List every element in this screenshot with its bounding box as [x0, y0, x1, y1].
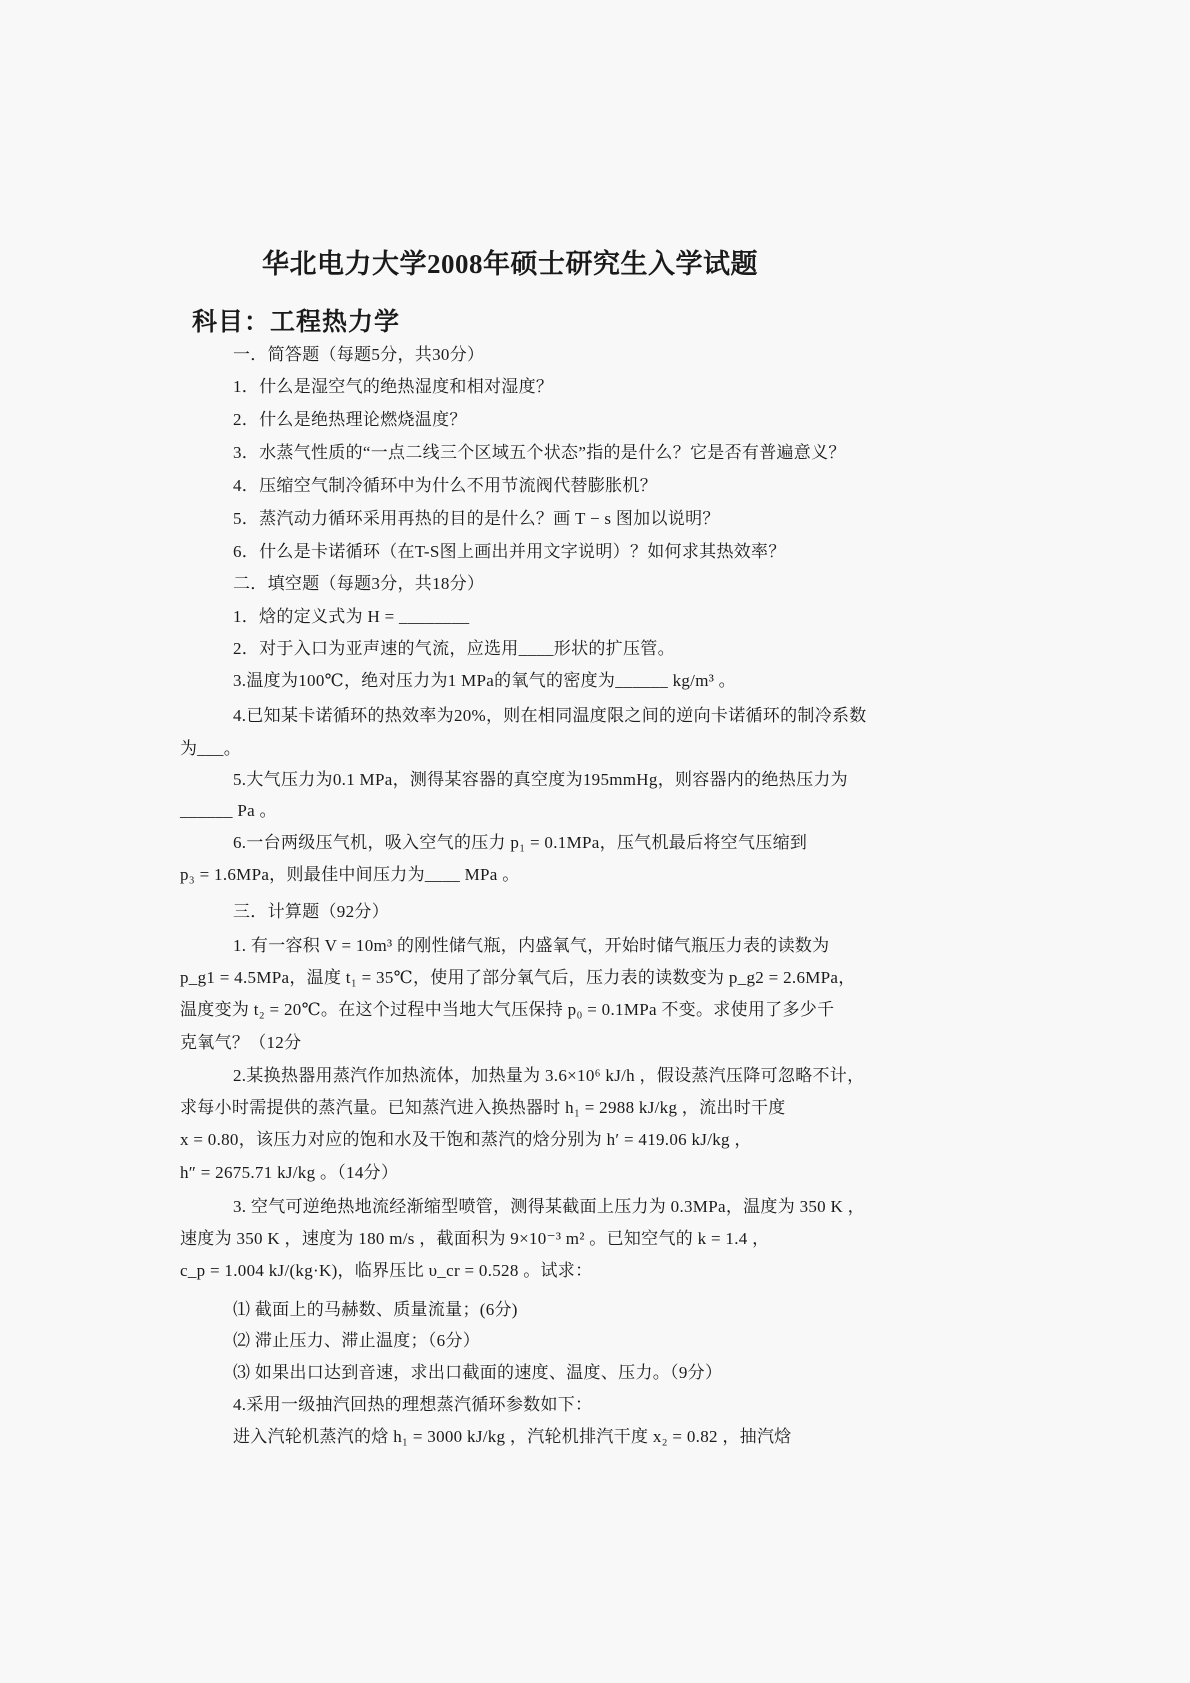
question-line: x = 0.80，该压力对应的饱和水及干饱和蒸汽的焓分别为 h′ = 419.06 kJ/kg ，	[180, 1130, 752, 1149]
question-line: p_g1 = 4.5MPa，温度 t₁ = 35℃，使用了部分氧气后，压力表的读数变为 p_g2 = 2.6MPa，	[180, 968, 856, 987]
question-line: 进入汽轮机蒸汽的焓 h₁ = 3000 kJ/kg ，汽轮机排汽干度 x₂ = 0.82 ，抽汽焓	[233, 1427, 792, 1446]
question-line: 求每小时需提供的蒸汽量。已知蒸汽进入换热器时 h₁ = 2988 kJ/kg ，流出时干度	[180, 1098, 786, 1117]
exam-subject: 科目：工程热力学	[192, 309, 401, 336]
question-line: ⑵ 滞止压力、滞止温度；（6分）	[233, 1331, 481, 1350]
section-3-heading: 三．计算题（92分）	[233, 902, 389, 921]
question-line: 4.采用一级抽汽回热的理想蒸汽循环参数如下：	[233, 1395, 593, 1414]
question-line: 6．什么是卡诺循环（在T-S图上画出并用文字说明）？如何求其热效率？	[233, 542, 786, 561]
question-line: 速度为 350 K ，速度为 180 m/s ，截面积为 9×10⁻³ m² 。已知空气的 k = 1.4 ，	[180, 1229, 770, 1248]
question-line: 3．水蒸气性质的“一点二线三个区域五个状态”指的是什么？它是否有普遍意义？	[233, 443, 846, 462]
question-line: 1．什么是湿空气的绝热湿度和相对湿度？	[233, 377, 554, 396]
question-line: h″ = 2675.71 kJ/kg 。（14分）	[180, 1163, 399, 1182]
question-line: ⑴ 截面上的马赫数、质量流量；(6分)	[233, 1300, 518, 1319]
question-line: 2．对于入口为亚声速的气流，应选用____形状的扩压管。	[233, 639, 675, 658]
question-line: 克氧气？（12分	[180, 1033, 302, 1052]
question-line: 5.大气压力为0.1 MPa，测得某容器的真空度为195mmHg，则容器内的绝热压力为	[233, 770, 848, 789]
question-line: c_p = 1.004 kJ/(kg·K)，临界压比 υ_cr = 0.528 。试求：	[180, 1261, 593, 1280]
section-2-heading: 二．填空题（每题3分，共18分）	[233, 574, 485, 593]
question-line: 3. 空气可逆绝热地流经渐缩型喷管，测得某截面上压力为 0.3MPa，温度为 350 K ，	[233, 1197, 865, 1216]
question-line: 为___。	[180, 739, 241, 758]
question-line: 1．焓的定义式为 H = ________	[233, 607, 470, 626]
question-line: 温度变为 t₂ = 20℃。在这个过程中当地大气压保持 p₀ = 0.1MPa 不变。求使用了多少千	[180, 1000, 835, 1019]
question-line: 1. 有一容积 V = 10m³ 的刚性储气瓶，内盛氧气，开始时储气瓶压力表的读数为	[233, 936, 830, 955]
question-line: 4．压缩空气制冷循环中为什么不用节流阀代替膨胀机？	[233, 476, 657, 495]
question-line: 2．什么是绝热理论燃烧温度？	[233, 410, 467, 429]
question-line: 4.已知某卡诺循环的热效率为20%，则在相同温度限之间的逆向卡诺循环的制冷系数	[233, 706, 867, 725]
exam-title: 华北电力大学2008年硕士研究生入学试题	[262, 249, 758, 279]
question-line: 6.一台两级压气机，吸入空气的压力 p₁ = 0.1MPa，压气机最后将空气压缩到	[233, 833, 808, 852]
question-line: ______ Pa 。	[180, 801, 277, 820]
section-1-heading: 一．简答题（每题5分，共30分）	[233, 345, 485, 364]
question-line: 3.温度为100℃，绝对压力为1 MPa的氧气的密度为______ kg/m³ 。	[233, 671, 736, 690]
question-line: p₃ = 1.6MPa，则最佳中间压力为____ MPa 。	[180, 865, 520, 884]
question-line: 2.某换热器用蒸汽作加热流体，加热量为 3.6×10⁶ kJ/h ，假设蒸汽压降可忽略不计，	[233, 1066, 865, 1085]
question-line: ⑶ 如果出口达到音速，求出口截面的速度、温度、压力。（9分）	[233, 1363, 723, 1382]
question-line: 5．蒸汽动力循环采用再热的目的是什么？画 T − s 图加以说明？	[233, 509, 720, 528]
